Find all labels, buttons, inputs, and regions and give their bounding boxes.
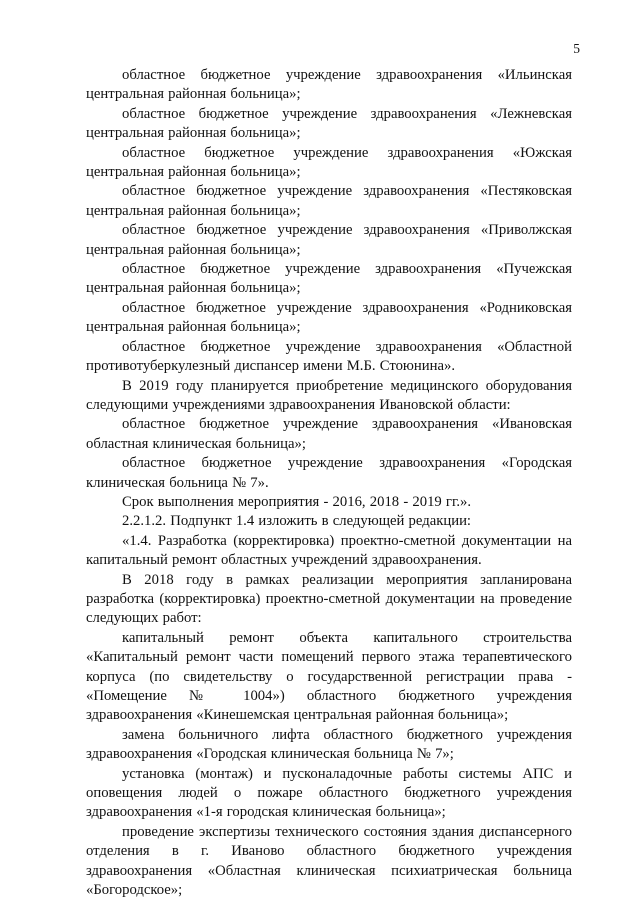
paragraph: 2.2.1.2. Подпункт 1.4 изложить в следующей редакции: — [122, 513, 472, 530]
document-body — [86, 66, 572, 900]
paragraph: областное бюджетное учреждение здравоохранения «Ивановская областная клиническая больница»; — [86, 416, 572, 452]
paragraph: областное бюджетное учреждение здравоохранения «Пестяковская центральная районная больница»; — [86, 183, 572, 219]
paragraph: установка (монтаж) и пусконаладочные работы системы АПС и оповещения людей о пожаре областного бюджетного учреждения здравоохранения «1-я городская клиническая больница»; — [86, 765, 572, 821]
paragraph: «1.4. Разработка (корректировка) проектно-сметной документации на капитальный ремонт областных учреждений здравоохранения. — [86, 532, 572, 569]
paragraph: В 2018 году в рамках реализации мероприятия запланирована разработка (корректировка) проектно-сметной документации на проведение следующих работ: — [86, 571, 572, 627]
paragraph: областное бюджетное учреждение здравоохранения «Родниковская центральная районная больница»; — [86, 299, 572, 336]
paragraph: областное бюджетное учреждение здравоохранения «Лежневская центральная районная больница»; — [86, 105, 572, 142]
page-number: 5 — [573, 41, 580, 56]
paragraph: областное бюджетное учреждение здравоохранения «Ильинская центральная районная больница»; — [86, 67, 572, 103]
paragraph: замена больничного лифта областного бюджетного учреждения здравоохранения «Городская клиническая больница № 7»; — [86, 726, 572, 763]
paragraph: капитальный ремонт объекта капитального строительства «Капитальный ремонт части помещений первого этажа терапевтического корпуса (по свидетельству о государственной регистрации права - «Помещение № 1004») областного бюджетного учреждения здравоохранения «Кинешемская центральная районная больница»; — [86, 629, 572, 724]
paragraph: В 2019 году планируется приобретение медицинского оборудования следующими учреждениями здравоохранения Ивановской области: — [86, 377, 572, 413]
paragraph: Срок выполнения мероприятия - 2016, 2018 - 2019 гг.». — [122, 493, 472, 510]
paragraph: областное бюджетное учреждение здравоохранения «Пучежская центральная районная больница»; — [86, 261, 572, 297]
paragraph: проведение экспертизы технического состояния здания диспансерного отделения в г. Иваново областного бюджетного учреждения здравоохранения «Областная клиническая психиатрическая больница «Богородское»; — [86, 823, 572, 899]
paragraph: областное бюджетное учреждение здравоохранения «Областной противотуберкулезный диспансер имени М.Б. Стоюнина». — [86, 338, 572, 375]
paragraph: областное бюджетное учреждение здравоохранения «Приволжская центральная районная больница»; — [86, 222, 572, 258]
paragraph: областное бюджетное учреждение здравоохранения «Южская центральная районная больница»; — [86, 144, 572, 181]
paragraph: областное бюджетное учреждение здравоохранения «Городская клиническая больница № 7». — [86, 455, 572, 491]
